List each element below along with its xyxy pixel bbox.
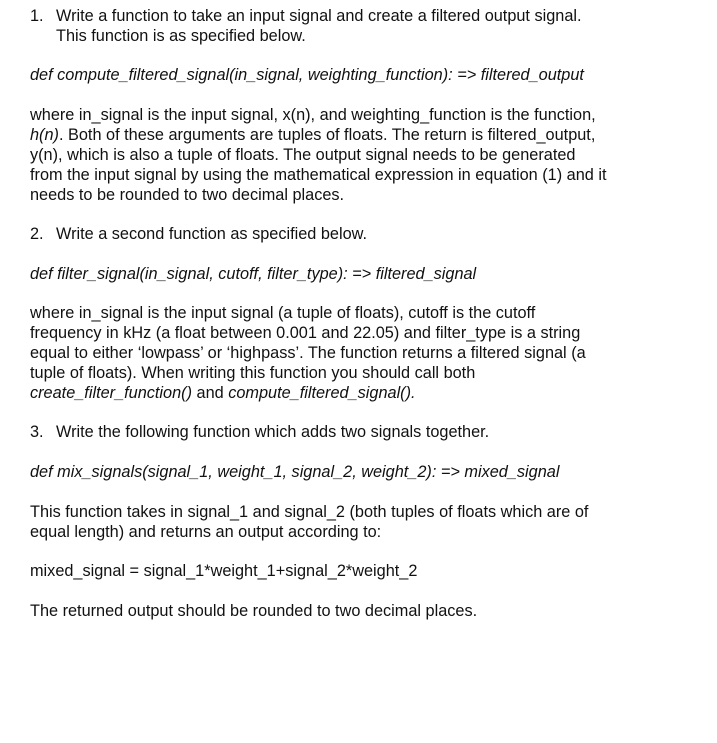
item-text: Write a second function as specified below. xyxy=(56,225,368,244)
list-item-2 xyxy=(30,225,700,245)
item-text: Write a function to take an input signal and create a filtered output signal. xyxy=(56,7,582,25)
function-signature: def mix_signals(signal_1, weight_1, signal_2, weight_2): => mixed_signal xyxy=(30,463,560,482)
paragraph xyxy=(30,304,700,403)
item-text: This function is as specified below. xyxy=(56,26,306,45)
paragraph-line: where in_signal is the input signal (a tuple of floats), cutoff is the cutoff xyxy=(30,304,536,323)
paragraph-line: This function takes in signal_1 and signal_2 (both tuples of floats which are of xyxy=(30,502,589,521)
paragraph-line xyxy=(30,384,700,404)
list-item-1 xyxy=(30,7,700,47)
inline-function-name: create_filter_function() xyxy=(30,383,192,402)
paragraph xyxy=(30,106,700,205)
function-signature: def filter_signal(in_signal, cutoff, filter_type): => filtered_signal xyxy=(30,264,477,283)
paragraph-line: needs to be rounded to two decimal places. xyxy=(30,185,345,204)
paragraph-line: equal to either ‘lowpass’ or ‘highpass’. The function returns a filtered signal (a xyxy=(30,344,586,363)
paragraph xyxy=(30,503,700,543)
document-body xyxy=(30,7,700,622)
item-number: 3. xyxy=(30,423,44,442)
paragraph-line: y(n), which is also a tuple of floats. The output signal needs to be generated xyxy=(30,145,576,164)
inline-text: . Both of these arguments are tuples of floats. The return is filtered_output, xyxy=(58,125,596,144)
inline-function-name: compute_filtered_signal(). xyxy=(228,383,416,402)
item-number: 2. xyxy=(30,225,44,244)
paragraph-line xyxy=(30,126,700,146)
item-text: Write the following function which adds two signals together. xyxy=(56,423,490,442)
inline-math: h(n) xyxy=(30,125,59,144)
list-item-3 xyxy=(30,423,700,443)
item-number: 1. xyxy=(30,7,44,25)
formula: mixed_signal = signal_1*weight_1+signal_2*weight_2 xyxy=(30,562,418,581)
paragraph-line: frequency in kHz (a float between 0.001 and 22.05) and filter_type is a string xyxy=(30,324,581,343)
paragraph-line: from the input signal by using the mathematical expression in equation (1) and it xyxy=(30,165,607,184)
paragraph-line: where in_signal is the input signal, x(n), and weighting_function is the function, xyxy=(30,106,596,125)
function-signature: def compute_filtered_signal(in_signal, weighting_function): => filtered_output xyxy=(30,66,584,85)
inline-text: and xyxy=(192,383,229,402)
paragraph-line: tuple of floats). When writing this function you should call both xyxy=(30,364,476,383)
paragraph-line: equal length) and returns an output according to: xyxy=(30,522,382,541)
closing-sentence: The returned output should be rounded to two decimal places. xyxy=(30,601,478,620)
